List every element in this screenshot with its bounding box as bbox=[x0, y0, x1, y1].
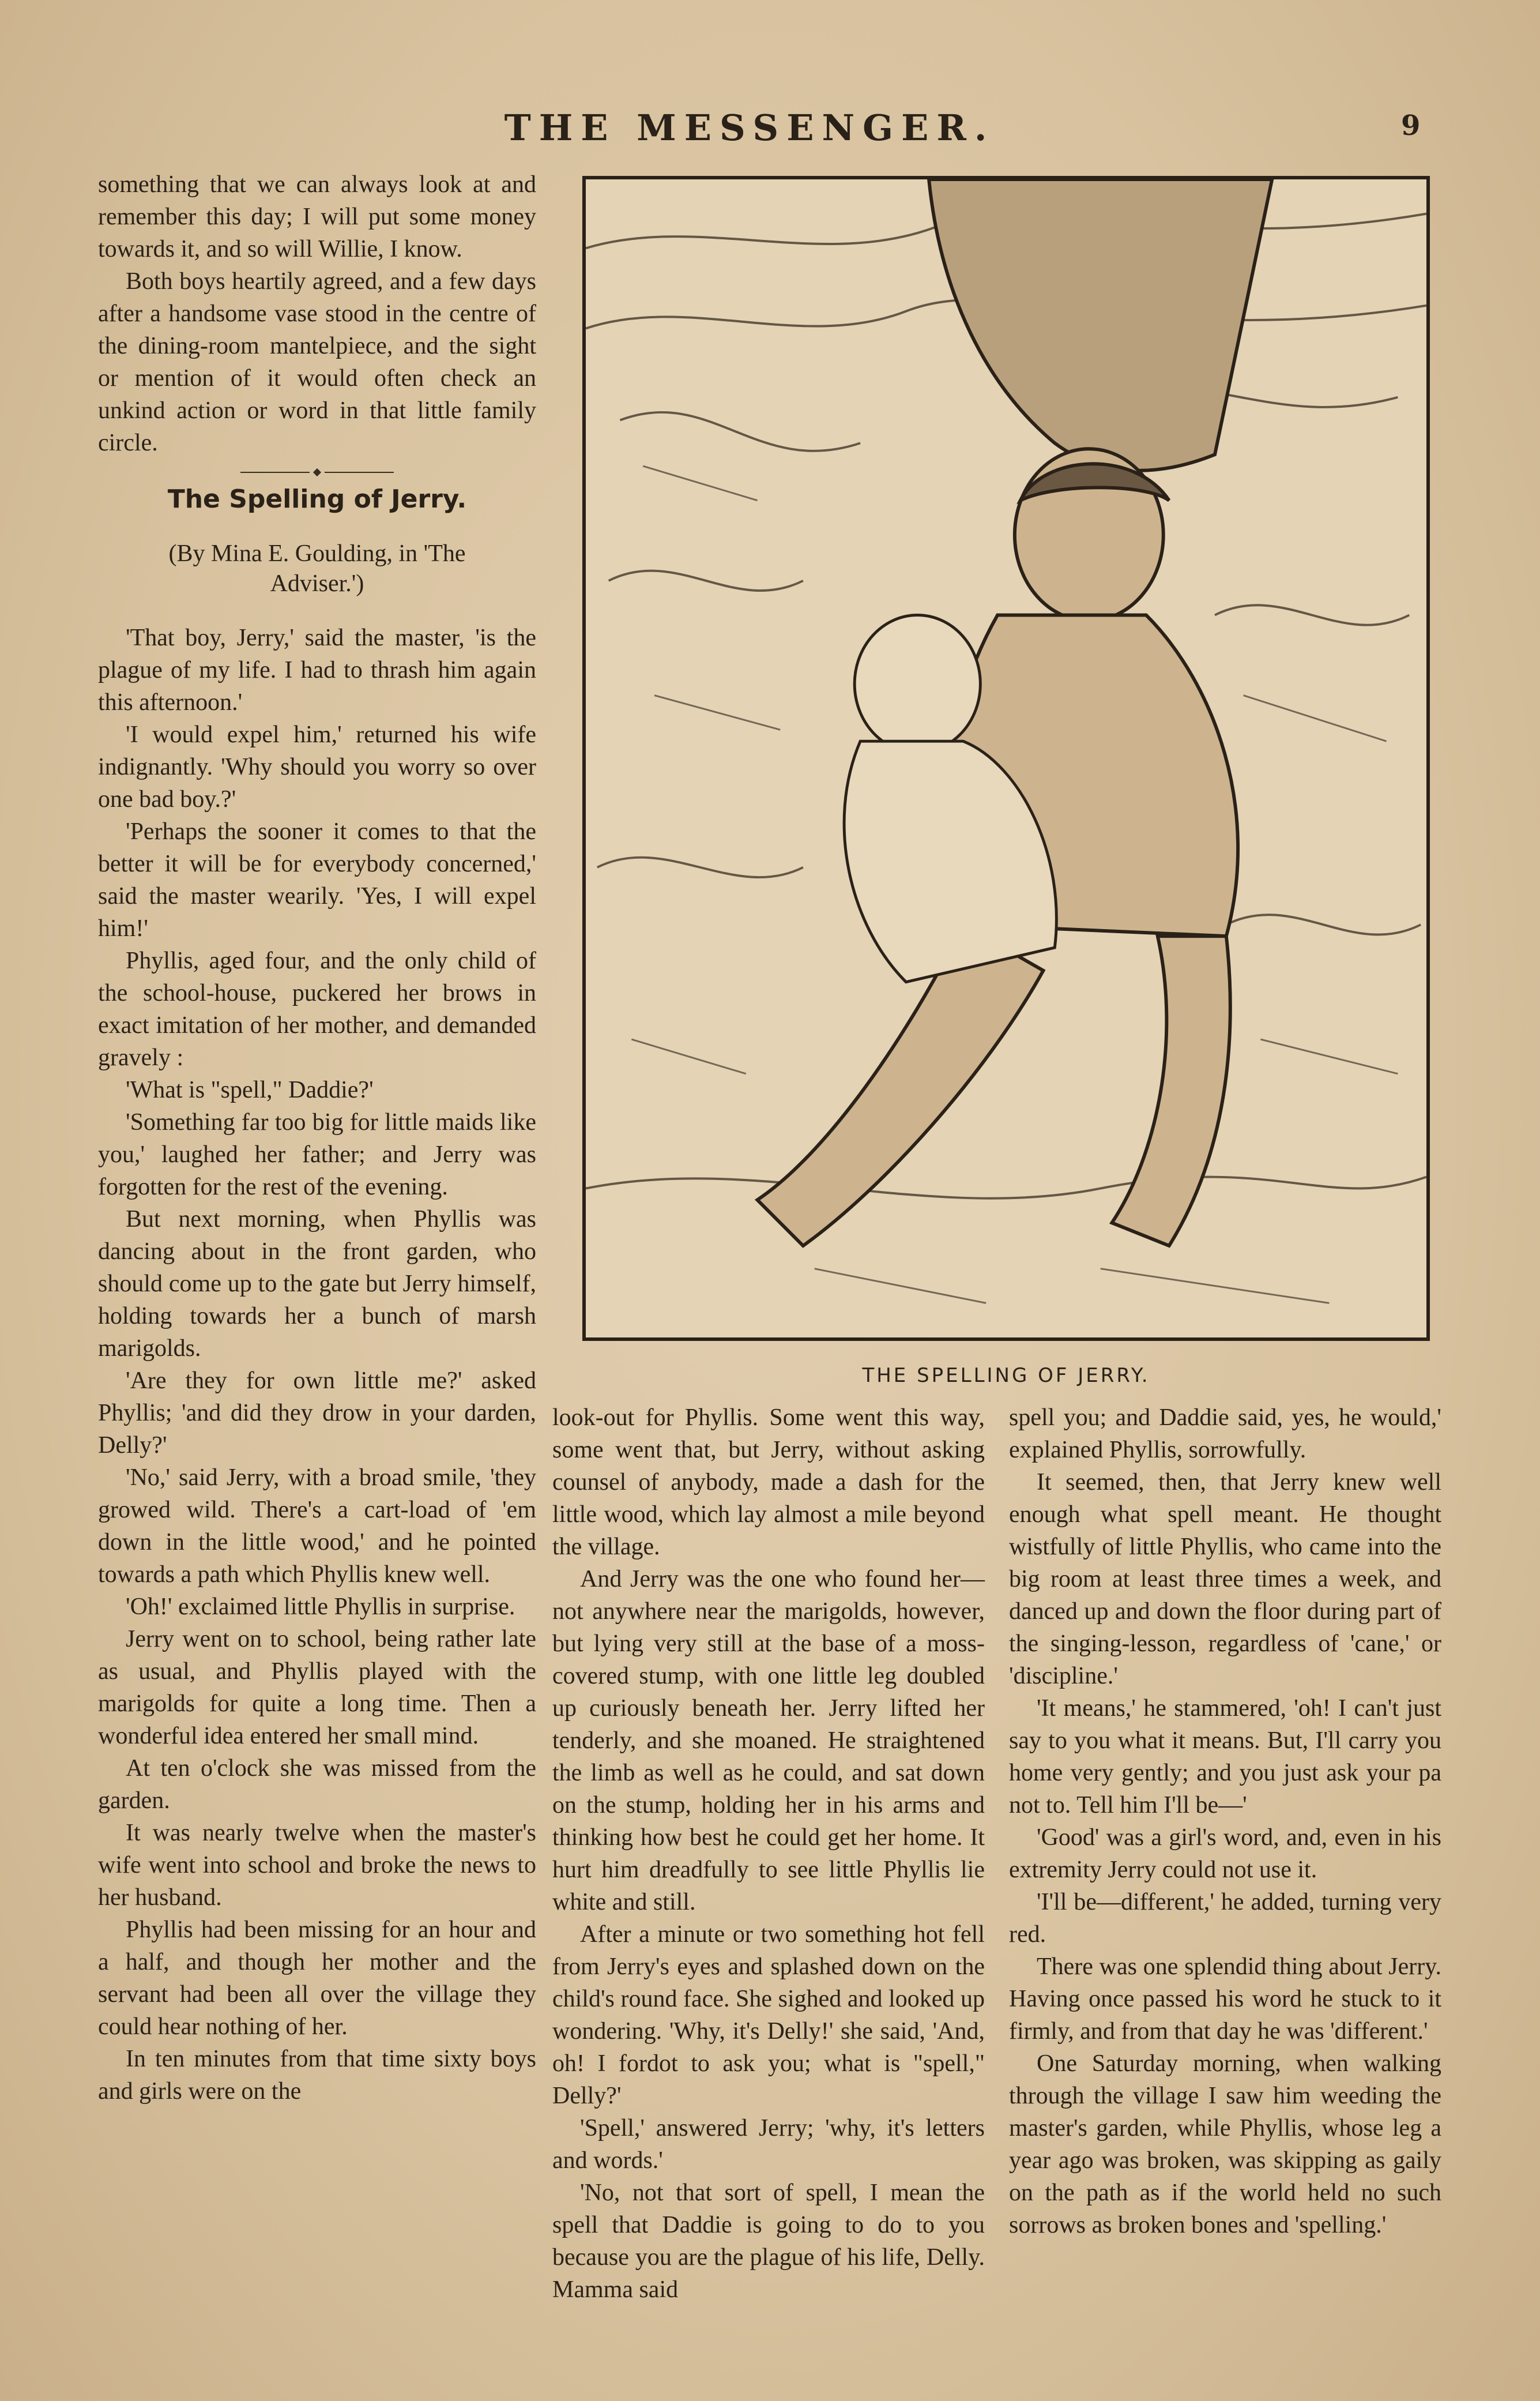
engraving-image bbox=[586, 179, 1426, 1337]
paragraph: spell you; and Daddie said, yes, he would,' explained Phyllis, sorrowfully. bbox=[1009, 1404, 1441, 1463]
paragraph: But next morning, when Phyllis was dancing about in the front garden, who should come up to the gate but Jerry himself, holding towards her a bunch of marsh marigolds. bbox=[98, 1206, 536, 1362]
paragraph: 'No,' said Jerry, with a broad smile, 'they growed wild. There's a cart-load of 'em down in the little wood,' and he pointed towards a path which Phyllis knew well. bbox=[98, 1464, 536, 1588]
paragraph: At ten o'clock she was missed from the garden. bbox=[98, 1755, 536, 1814]
paragraph: 'Spell,' answered Jerry; 'why, it's letters and words.' bbox=[552, 2115, 985, 2174]
paragraph: 'Perhaps the sooner it comes to that the better it will be for everybody concerned,' said the master wearily. 'Yes, I will expel him!' bbox=[98, 818, 536, 942]
middle-column bbox=[552, 1401, 985, 2306]
paragraph: 'I would expel him,' returned his wife indignantly. 'Why should you worry so over one bad boy.?' bbox=[98, 722, 536, 813]
paragraph: something that we can always look at and remember this day; I will put some money towards it, and so will Willie, I know. bbox=[98, 171, 536, 262]
paragraph: After a minute or two something hot fell from Jerry's eyes and splashed down on the child's round face. She sighed and looked up wondering. 'Why, it's Delly!' she said, 'And, oh! I fordot to ask you; what is "spell," Delly?' bbox=[552, 1921, 985, 2109]
right-column bbox=[1009, 1401, 1441, 2241]
paragraph: 'It means,' he stammered, 'oh! I can't just say to you what it means. But, I'll carry you home very gently; and you just ask your pa not to. Tell him I'll be—' bbox=[1009, 1695, 1441, 1818]
story-title: The Spelling of Jerry. bbox=[167, 484, 467, 514]
paragraph: It seemed, then, that Jerry knew well enough what spell meant. He thought wistfully of little Phyllis, who came into the big room at least three times a week, and danced up and down the floor during part of the singing-lesson, regardless of 'cane,' or 'discipline.' bbox=[1009, 1469, 1441, 1689]
paragraph: Phyllis had been missing for an hour and a half, and though her mother and the servant had been all over the village they could hear nothing of her. bbox=[98, 1917, 536, 2040]
paragraph: There was one splendid thing about Jerry. Having once passed his word he stuck to it firmly, and from that day he was 'different.' bbox=[1009, 1953, 1441, 2045]
left-column bbox=[98, 168, 536, 2107]
paragraph: Both boys heartily agreed, and a few days after a handsome vase stood in the centre of the dining-room mantelpiece, and the sight or mention of it would often check an unkind action or word in that little family circle. bbox=[98, 268, 536, 456]
paragraph: It was nearly twelve when the master's wife went into school and broke the news to her husband. bbox=[98, 1820, 536, 1911]
paragraph: 'I'll be—different,' he added, turning very red. bbox=[1009, 1889, 1441, 1948]
paragraph: Jerry went on to school, being rather late as usual, and Phyllis played with the marigolds for quite a long time. Then a wonderful idea entered her small mind. bbox=[98, 1626, 536, 1749]
paragraph: look-out for Phyllis. Some went this way, some went that, but Jerry, without asking counsel of anybody, made a dash for the little wood, which lay almost a mile beyond the village. bbox=[552, 1404, 985, 1560]
paragraph: 'What is "spell," Daddie?' bbox=[126, 1077, 374, 1103]
masthead: THE MESSENGER. bbox=[504, 107, 995, 149]
section-divider bbox=[98, 469, 536, 475]
paragraph: 'That boy, Jerry,' said the master, 'is the plague of my life. I had to thrash him again this afternoon.' bbox=[98, 625, 536, 716]
paragraph: 'Are they for own little me?' asked Phyllis; 'and did they drow in your darden, Delly?' bbox=[98, 1367, 536, 1459]
paragraph: Phyllis, aged four, and the only child of the school-house, puckered her brows in exact imitation of her mother, and demanded gravely : bbox=[98, 948, 536, 1071]
paragraph: In ten minutes from that time sixty boys and girls were on the bbox=[98, 2046, 536, 2105]
illustration-caption: THE SPELLING OF JERRY. bbox=[862, 1364, 1150, 1387]
paragraph: And Jerry was the one who found her—not anywhere near the marigolds, however, but lying very still at the base of a moss-covered stump, with one little leg doubled up curiously beneath her. Jerry lifted her tenderly, and she moaned. He straightened the limb as well as he could, and sat down on the stump, holding her in his arms and thinking how best he could get her home. It hurt him dreadfully to see little Phyllis lie white and still. bbox=[552, 1566, 985, 1915]
paragraph: 'Something far too big for little maids like you,' laughed her father; and Jerry was forgotten for the rest of the evening. bbox=[98, 1109, 536, 1200]
paragraph: 'Good' was a girl's word, and, even in his extremity Jerry could not use it. bbox=[1009, 1824, 1441, 1883]
story-illustration bbox=[582, 176, 1430, 1341]
byline: (By Mina E. Goulding, in 'The Adviser.') bbox=[168, 540, 466, 597]
paragraph: One Saturday morning, when walking through the village I saw him weeding the master's garden, while Phyllis, whose leg a year ago was broken, was skipping as gaily on the path as if the world held no such sorrows as broken bones and 'spelling.' bbox=[1009, 2050, 1441, 2238]
paragraph: 'No, not that sort of spell, I mean the spell that Daddie is going to do to you because you are the plague of his life, Delly. Mamma said bbox=[552, 2180, 985, 2303]
page-number: 9 bbox=[1401, 110, 1421, 142]
paragraph: 'Oh!' exclaimed little Phyllis in surprise. bbox=[126, 1594, 515, 1620]
